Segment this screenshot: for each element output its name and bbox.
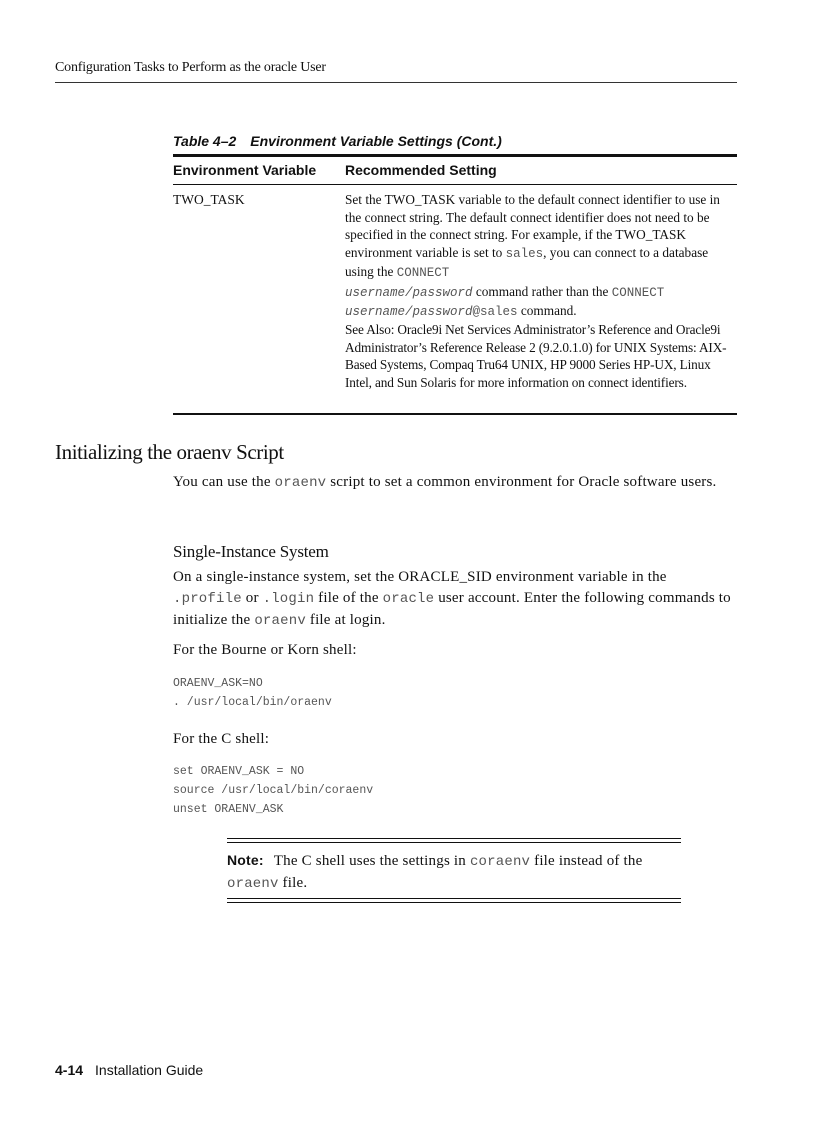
code-oracle: oracle [382, 591, 435, 607]
subsection-heading: Single-Instance System [173, 542, 329, 561]
table-caption-title: Environment Variable Settings (Cont.) [250, 133, 502, 149]
code-connect: CONNECT [611, 285, 665, 300]
code-coraenv: coraenv [469, 854, 531, 870]
table-header-setting: Recommended Setting [345, 162, 497, 178]
table-header-variable: Environment Variable [173, 162, 317, 178]
page-footer [55, 1062, 203, 1078]
note-bottom-rule [227, 898, 681, 899]
note-top-rule [227, 838, 681, 839]
running-header: Configuration Tasks to Perform as the oracle User [55, 60, 326, 75]
table-top-rule [173, 154, 737, 157]
code-oraenv: oraenv [274, 475, 327, 491]
table-cell-see-also: See Also: Oracle9i Net Services Administrator’s Reference and Oracle9i Administrator’s Reference Release 2 (9.2.0.1.0) for UNIX Systems: AIX-Based Systems, Compaq Tru64 UNIX, HP 9000 Series HP-UX, Linux Intel, and Sun Solaris for more information on connect identifiers. [345, 322, 727, 390]
table-cell-variable: TWO_TASK [173, 192, 245, 207]
bourne-shell-label: For the Bourne or Korn shell: [173, 642, 357, 658]
code-connect: CONNECT [396, 266, 450, 280]
header-rule [55, 82, 737, 83]
code-oraenv: oraenv [227, 876, 279, 892]
page-number: 4-14 [55, 1062, 84, 1078]
code-username-password: username/password [345, 285, 473, 300]
code-username-password: username/password [345, 305, 473, 319]
table-header-rule [173, 184, 737, 185]
table-caption [173, 133, 502, 149]
bourne-shell-code-block: ORAENV_ASK=NO . /usr/local/bin/oraenv [173, 677, 332, 709]
table-caption-number: Table 4–2 [173, 133, 237, 149]
c-shell-code-block: set ORAENV_ASK = NO source /usr/local/bin/coraenv unset ORAENV_ASK [173, 765, 374, 816]
code-sales: sales [505, 246, 544, 261]
code-oraenv: oraenv [254, 613, 306, 629]
note-bottom-rule [227, 902, 681, 903]
code-profile: .profile [173, 591, 242, 607]
book-title: Installation Guide [95, 1062, 204, 1078]
section-heading: Initializing the oraenv Script [55, 440, 284, 464]
table-cell-setting-paragraph: Set the TWO_TASK variable to the default connect identifier to use in the connect string. The default connect identifier does not need to be specified in the connect string. For example, if the TWO_TASK environment variable is set to sales, you can connect to a database using the CONNECT username/password command rather than the CONNECT username/password@sales command. [345, 192, 720, 319]
note: Note: The C shell uses the settings in coraenv file instead of the oraenv file. [227, 852, 643, 892]
code-login: .login [262, 591, 315, 607]
section-intro-paragraph: You can use the oraenv script to set a common environment for Oracle software users. [173, 474, 717, 491]
table-bottom-rule [173, 413, 737, 415]
note-top-rule [227, 842, 681, 843]
c-shell-label: For the C shell: [173, 731, 270, 747]
code-at-sales: @sales [472, 305, 518, 319]
note-label: Note: [227, 852, 264, 868]
subsection-paragraph: On a single-instance system, set the ORACLE_SID environment variable in the .profile or .login file of the oracle user account. Enter the following commands to initialize the oraenv file at login. [173, 569, 731, 629]
